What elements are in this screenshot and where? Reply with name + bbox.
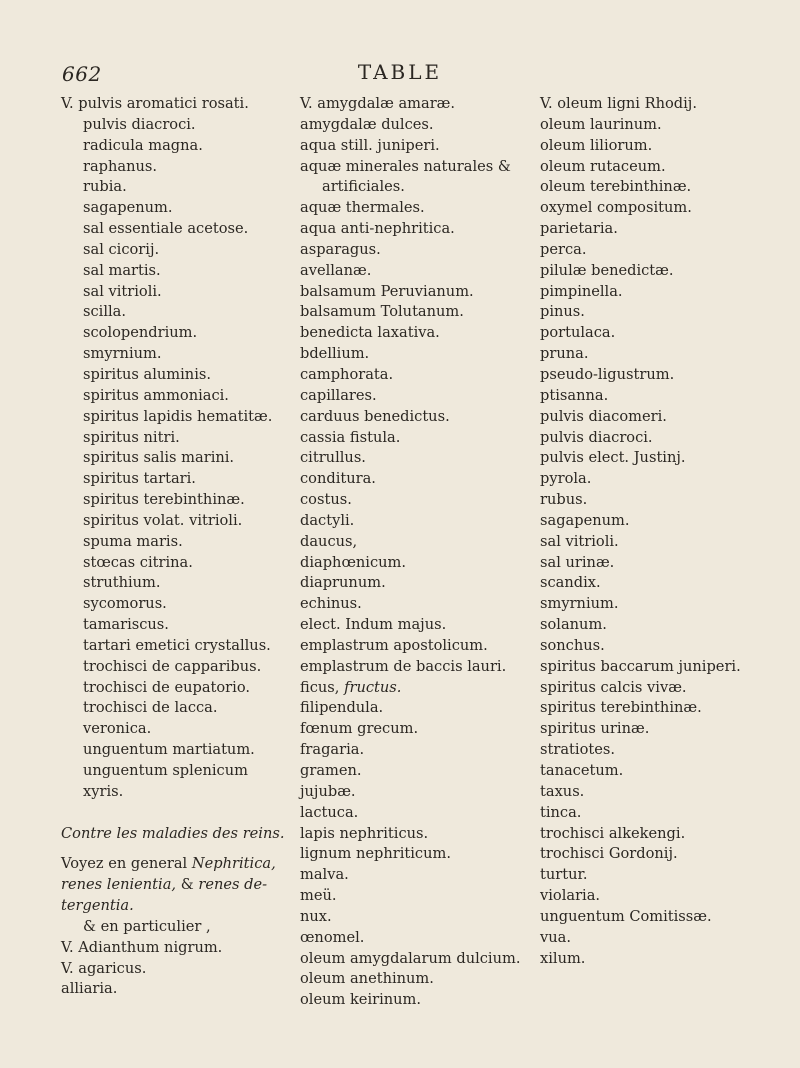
intro-italic: Nephritica, — [191, 855, 276, 873]
index-entry: oxymel compositum. — [540, 199, 692, 217]
section-intro-line — [61, 854, 286, 875]
index-entry: spuma maris. — [83, 532, 183, 550]
index-entry: echinus. — [300, 595, 362, 613]
index-entry: unguentum martiatum. — [83, 741, 255, 759]
entry-italic: fructus. — [344, 678, 402, 696]
index-entry: alliaria. — [61, 980, 118, 998]
index-entry: meü. — [300, 887, 337, 905]
index-entry: dactyli. — [300, 511, 355, 529]
index-entry: perca. — [540, 240, 587, 258]
intro-text: Voyez en general — [61, 855, 192, 873]
index-entry: pilulæ benedictæ. — [540, 261, 674, 279]
index-entry: trochisci Gordonij. — [540, 845, 678, 863]
index-entry: parietaria. — [540, 220, 618, 238]
index-entry: turtur. — [540, 866, 588, 884]
index-entry: trochisci de eupatorio. — [83, 678, 250, 696]
intro-italic: tergentia. — [61, 897, 134, 915]
index-entry: pulvis diacroci. — [540, 428, 653, 446]
index-entry: V. agaricus. — [61, 959, 147, 977]
index-entry: emplastrum apostolicum. — [300, 636, 488, 654]
index-entry: raphanus. — [83, 157, 158, 175]
index-entry: benedicta laxativa. — [300, 324, 440, 342]
index-entry: spiritus urinæ. — [540, 720, 650, 738]
index-entry: asparagus. — [300, 240, 381, 258]
index-entry: jujubæ. — [300, 782, 356, 800]
index-entry: oleum amygdalarum dulcium. — [300, 949, 521, 967]
intro-italic: renes de- — [198, 876, 268, 894]
index-entry: stratiotes. — [540, 741, 615, 759]
index-column-3 — [540, 94, 775, 969]
section-intro-line — [61, 875, 286, 896]
index-column-2 — [300, 94, 528, 1011]
index-entry: pseudo-ligustrum. — [540, 365, 675, 383]
index-entry: spiritus salis marini. — [83, 449, 235, 467]
index-entry: camphorata. — [300, 365, 394, 383]
index-entry: pyrola. — [540, 470, 592, 488]
index-entry: smyrnium. — [83, 345, 162, 363]
index-entry: trochisci alkekengi. — [540, 824, 686, 842]
index-entry: balsamum Peruvianum. — [300, 282, 474, 300]
index-entry: aquæ thermales. — [300, 199, 425, 217]
index-entry: ptisanna. — [540, 386, 609, 404]
index-entry: scandix. — [540, 574, 601, 592]
index-entry: oleum terebinthinæ. — [540, 178, 692, 196]
index-entry: tinca. — [540, 803, 582, 821]
index-entry: bdellium. — [300, 345, 370, 363]
index-entry: spiritus baccarum juniperi. — [540, 657, 741, 675]
index-entry: lapis nephriticus. — [300, 824, 429, 842]
index-entry — [300, 678, 528, 699]
index-entry: sycomorus. — [83, 595, 167, 613]
index-entry: sal martis. — [83, 261, 161, 279]
index-entry: gramen. — [300, 762, 362, 779]
index-entry: diaprunum. — [300, 574, 386, 592]
index-entry: daucus, — [300, 532, 358, 550]
index-entry: veronica. — [83, 720, 152, 738]
index-entry: amygdalæ dulces. — [300, 115, 434, 133]
index-entry: xyris. — [83, 782, 124, 800]
index-entry: violaria. — [540, 887, 601, 905]
index-entry: pinus. — [540, 303, 585, 321]
index-entry: malva. — [300, 866, 349, 884]
section-intro-line — [61, 896, 286, 917]
index-entry: V. oleum ligni Rhodij. — [540, 95, 697, 112]
index-entry: fœnum grecum. — [300, 720, 419, 738]
index-entry: emplastrum de baccis lauri. — [300, 657, 507, 675]
index-entry: trochisci de lacca. — [83, 699, 218, 717]
index-entry: sal urinæ. — [540, 553, 615, 571]
index-entry: sal cicorij. — [83, 240, 160, 258]
index-entry: lignum nephriticum. — [300, 845, 451, 863]
spacer — [61, 803, 286, 824]
index-entry: nux. — [300, 907, 332, 925]
entry-text: ficus, — [300, 678, 345, 696]
index-entry: elect. Indum majus. — [300, 616, 447, 634]
index-entry: spiritus nitri. — [83, 428, 180, 446]
index-entry: portulaca. — [540, 324, 616, 342]
index-entry: scilla. — [83, 303, 127, 321]
index-entry: balsamum Tolutanum. — [300, 303, 464, 321]
index-entry: rubus. — [540, 491, 588, 509]
index-entry: xilum. — [540, 949, 586, 967]
index-entry: aquæ minerales naturales & — [300, 157, 511, 175]
index-entry: oleum laurinum. — [540, 115, 662, 133]
index-entry: unguentum splenicum — [83, 762, 248, 779]
index-entry: spiritus lapidis hematitæ. — [83, 407, 273, 425]
index-entry: sal vitrioli. — [540, 532, 619, 550]
index-entry: oleum liliorum. — [540, 136, 653, 154]
index-entry: avellanæ. — [300, 261, 372, 279]
index-entry: pruna. — [540, 345, 589, 363]
index-entry: taxus. — [540, 782, 585, 800]
index-entry: scolopendrium. — [83, 324, 198, 342]
section-heading: Contre les maladies des reins. — [61, 824, 285, 842]
index-entry: oleum anethinum. — [300, 970, 434, 988]
index-entry: fragaria. — [300, 741, 365, 759]
index-entry: sonchus. — [540, 636, 605, 654]
index-entry: spiritus calcis vivæ. — [540, 678, 687, 696]
index-entry: spiritus aluminis. — [83, 365, 212, 383]
intro-italic: renes lenientia, — [61, 876, 177, 894]
index-entry: rubia. — [83, 178, 127, 196]
intro-text: & — [176, 876, 199, 894]
index-entry: sal essentiale acetose. — [83, 220, 249, 238]
index-entry: artificiales. — [322, 178, 405, 196]
index-entry: aqua still. juniperi. — [300, 136, 440, 154]
index-entry: lactuca. — [300, 803, 359, 821]
index-entry: spiritus tartari. — [83, 470, 196, 488]
index-entry: tanacetum. — [540, 762, 624, 779]
index-entry: struthium. — [83, 574, 161, 592]
index-entry: smyrnium. — [540, 595, 619, 613]
page-title: TABLE — [357, 60, 443, 84]
index-entry: unguentum Comitissæ. — [540, 907, 712, 925]
index-entry: sal vitrioli. — [83, 282, 162, 300]
index-entry: vua. — [540, 928, 571, 946]
index-entry: tartari emetici crystallus. — [83, 636, 271, 654]
index-entry: solanum. — [540, 616, 607, 634]
index-entry: œnomel. — [300, 928, 365, 946]
index-entry: sagapenum. — [83, 199, 173, 217]
index-column-1 — [61, 94, 286, 1000]
index-entry: citrullus. — [300, 449, 366, 467]
page-number: 662 — [62, 62, 102, 86]
index-entry: spiritus volat. vitrioli. — [83, 511, 243, 529]
index-entry: sagapenum. — [540, 511, 630, 529]
index-entry: pimpinella. — [540, 282, 623, 300]
index-entry: oleum keirinum. — [300, 991, 422, 1009]
index-entry: V. Adianthum nigrum. — [61, 938, 223, 956]
index-entry: spiritus ammoniaci. — [83, 386, 229, 404]
index-entry: V. pulvis aromatici rosati. — [61, 95, 249, 112]
index-entry: carduus benedictus. — [300, 407, 450, 425]
index-entry: capillares. — [300, 386, 377, 404]
index-entry: spiritus terebinthinæ. — [83, 491, 245, 509]
index-entry: diaphœnicum. — [300, 553, 406, 571]
index-entry: tamariscus. — [83, 616, 169, 634]
index-entry: pulvis elect. Justinj. — [540, 449, 686, 467]
section-intro-line: & en particulier , — [83, 917, 211, 935]
index-entry: V. amygdalæ amaræ. — [300, 95, 456, 112]
spacer — [61, 844, 286, 854]
index-entry: filipendula. — [300, 699, 384, 717]
index-entry: pulvis diacroci. — [83, 115, 196, 133]
index-entry: stœcas citrina. — [83, 553, 193, 571]
index-entry: conditura. — [300, 470, 376, 488]
index-entry: costus. — [300, 491, 352, 509]
index-entry: spiritus terebinthinæ. — [540, 699, 702, 717]
index-entry: oleum rutaceum. — [540, 157, 666, 175]
index-entry: radicula magna. — [83, 136, 203, 154]
index-entry: pulvis diacomeri. — [540, 407, 667, 425]
index-entry: trochisci de capparibus. — [83, 657, 262, 675]
index-entry: aqua anti-nephritica. — [300, 220, 455, 238]
index-entry: cassia fistula. — [300, 428, 401, 446]
